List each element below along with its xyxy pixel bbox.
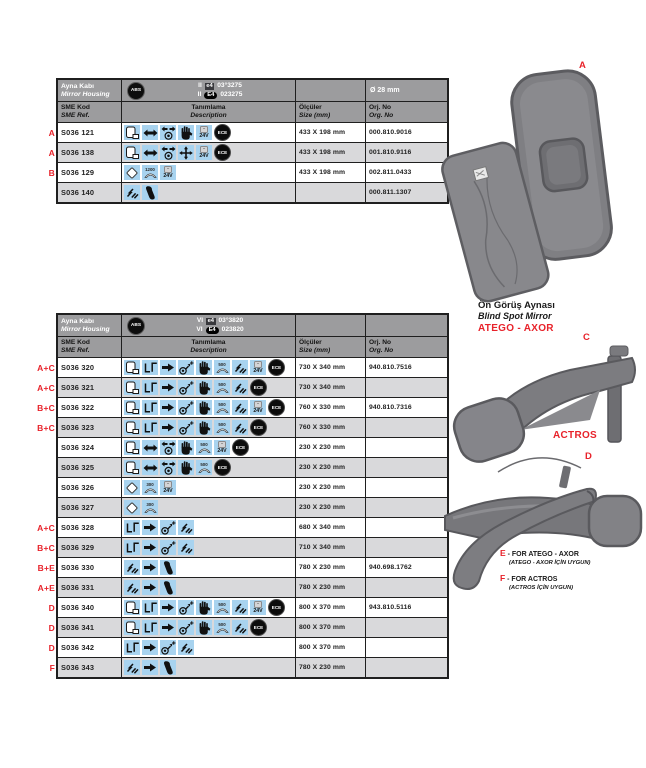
mirror-housing-icon [124, 400, 140, 415]
column-header: Tanımlama Description [122, 337, 296, 357]
sme-code: S036 327 [61, 503, 95, 512]
size-value: 760 X 330 mm [299, 404, 346, 411]
cover-icon [160, 660, 176, 675]
feature-icons [122, 358, 296, 377]
clamp-bracket-icon: 300 [142, 500, 158, 515]
heated-icon [232, 420, 248, 435]
sme-code: S036 341 [61, 623, 95, 632]
clamp-bracket-icon: 300 [142, 480, 158, 495]
two-way-adjust-icon [142, 125, 158, 140]
electric-adjust-icon [178, 420, 194, 435]
arm-bracket-icon [142, 600, 158, 615]
right-arrow-icon [142, 640, 158, 655]
electric-adjust-icon [178, 380, 194, 395]
sme-code: S036 328 [61, 523, 95, 532]
feature-icons [122, 618, 296, 637]
row-letter-label: A+E [37, 582, 55, 593]
manual-adjust-icon [196, 380, 212, 395]
clamp-bracket-icon: 500 [214, 600, 230, 615]
ece-badge-icon: ECE [268, 599, 285, 616]
approval-class: II [198, 82, 202, 89]
model-atego-axor: ATEGO - AXOR [478, 323, 554, 334]
clamp-bracket-icon: 500 [214, 360, 230, 375]
heated-icon [232, 400, 248, 415]
row-letter-label: A+C [37, 382, 55, 393]
approval-badge: E4 [206, 327, 219, 334]
heated-icon [124, 560, 140, 575]
table-title-tr: Ayna Kabı [61, 317, 94, 325]
sme-code: S036 343 [61, 663, 95, 672]
abs-badge-icon: ABS [127, 317, 145, 335]
table-row [48, 638, 447, 658]
table-header-row [58, 80, 447, 102]
table-row [48, 163, 447, 183]
manual-adjust-icon [196, 600, 212, 615]
heated-icon [178, 540, 194, 555]
arm-bracket-icon [142, 360, 158, 375]
manual-adjust-icon [178, 125, 194, 140]
row-letter-label: D [48, 642, 55, 653]
size-value: 780 X 230 mm [299, 584, 346, 591]
blind-spot-title-tr: Ön Görüş Aynası [478, 300, 555, 311]
row-letter-label: D [48, 622, 55, 633]
ece-badge-icon: ECE [250, 619, 267, 636]
row-letter-label: A+C [37, 522, 55, 533]
table-row [48, 143, 447, 163]
clamp-bracket-icon: 500 [214, 380, 230, 395]
electric-adjust-icon [160, 520, 176, 535]
size-value: 800 X 370 mm [299, 624, 346, 631]
size-value: 730 X 340 mm [299, 384, 346, 391]
two-way-adjust-icon [142, 145, 158, 160]
voltage-24v-icon: ~ 24V [250, 360, 266, 375]
label-d: D [585, 451, 592, 462]
approval-line [198, 82, 242, 90]
table-row [48, 598, 447, 618]
original-number: 943.810.5116 [369, 604, 412, 611]
diameter-label: Ø 28 mm [370, 87, 400, 94]
right-arrow-icon [142, 560, 158, 575]
row-letter-label: B [48, 167, 55, 178]
original-number: 000.810.9016 [369, 129, 412, 136]
electric-adjust-icon [160, 640, 176, 655]
feature-icons [122, 578, 296, 597]
feature-icons [122, 418, 296, 437]
mirror-housing-icon [124, 380, 140, 395]
original-number: 940.810.7316 [369, 404, 412, 411]
remote-adjust-icon [160, 145, 176, 160]
original-number: 002.811.0433 [369, 169, 412, 176]
mirror-glass-icon [124, 165, 140, 180]
sme-code: S036 342 [61, 643, 95, 652]
heated-icon [178, 520, 194, 535]
size-value: 800 X 370 mm [299, 604, 346, 611]
abs-badge-icon: ABS [127, 82, 145, 100]
clamp-bracket-icon: 1200 [142, 165, 158, 180]
original-number: 940.810.7516 [369, 364, 412, 371]
row-letter-label: B+E [37, 562, 55, 573]
label-c: C [583, 332, 590, 343]
note-f-sub: (ACTROS İÇİN UYGUN) [509, 585, 574, 591]
table-row [37, 358, 447, 378]
sme-code: S036 138 [61, 148, 95, 157]
manual-adjust-icon [196, 400, 212, 415]
sme-code: S036 331 [61, 583, 95, 592]
row-letter-label: A [48, 127, 55, 138]
feature-icons [122, 658, 296, 677]
heated-icon [232, 360, 248, 375]
clamp-bracket-icon: 500 [214, 420, 230, 435]
table-row [48, 618, 447, 638]
manual-adjust-icon [196, 420, 212, 435]
table-title [58, 315, 122, 336]
two-way-adjust-icon [142, 440, 158, 455]
mirror-housing-icon [124, 440, 140, 455]
sme-code: S036 323 [61, 423, 95, 432]
table-title-en: Mirror Housing [61, 325, 110, 333]
sme-code: S036 140 [61, 188, 95, 197]
row-letter-label: A [48, 147, 55, 158]
size-value: 230 X 230 mm [299, 484, 346, 491]
approval-number: 03°3820 [218, 317, 244, 324]
heated-icon [232, 600, 248, 615]
remote-adjust-icon [160, 125, 176, 140]
approval-class: II [197, 91, 202, 98]
approval-badge: E4 [204, 92, 217, 99]
note-e-text: - FOR ATEGO - AXOR [507, 551, 579, 558]
row-letter-label: F [49, 662, 55, 673]
approval-line [198, 91, 243, 99]
label-a: A [579, 60, 586, 71]
cover-icon [160, 560, 176, 575]
mirror-housing-icon [124, 620, 140, 635]
table-row [58, 478, 447, 498]
sme-code: S036 340 [61, 603, 95, 612]
feature-icons [122, 498, 296, 517]
table-row [37, 538, 447, 558]
approval-number: 023820 [221, 326, 244, 333]
model-actros: ACTROS [553, 430, 598, 441]
row-letter-label: B+C [37, 422, 55, 433]
arm-bracket-icon [142, 380, 158, 395]
feature-icons [122, 183, 296, 202]
approval-class: VI [196, 326, 203, 333]
original-number: 000.811.1307 [369, 189, 412, 196]
sme-code: S036 329 [61, 543, 95, 552]
right-arrow-icon [160, 380, 176, 395]
clamp-bracket-icon: 500 [196, 440, 212, 455]
approval-number: 023275 [220, 91, 243, 98]
mirror-housing-icon [124, 125, 140, 140]
feature-icons [122, 458, 296, 477]
voltage-24v-icon: ~ 24V [160, 165, 176, 180]
note-f [500, 574, 646, 592]
right-arrow-icon [142, 540, 158, 555]
row-letter-label: B+C [37, 402, 55, 413]
feature-icons [122, 123, 296, 142]
manual-adjust-icon [196, 360, 212, 375]
heated-icon [124, 660, 140, 675]
row-letter-label: A+C [37, 362, 55, 373]
size-value: 230 X 230 mm [299, 464, 346, 471]
feature-icons [122, 638, 296, 657]
clamp-bracket-icon: 500 [214, 400, 230, 415]
ece-badge-icon: ECE [268, 359, 285, 376]
table-row [58, 498, 447, 518]
right-arrow-icon [160, 420, 176, 435]
sme-code: S036 325 [61, 463, 95, 472]
sme-code: S036 324 [61, 443, 95, 452]
note-e [500, 549, 646, 567]
voltage-24v-icon: ~ 24V [196, 145, 212, 160]
approval-numbers [145, 82, 295, 99]
mirror-housing-icon [124, 360, 140, 375]
feature-icons [122, 378, 296, 397]
original-number: 940.698.1762 [369, 564, 412, 571]
arm-bracket-icon [142, 620, 158, 635]
sme-code: S036 322 [61, 403, 95, 412]
four-way-adjust-icon [178, 145, 194, 160]
note-e-sub: (ATEGO - AXOR İÇİN UYGUN) [509, 560, 591, 566]
mirror-glass-icon [124, 480, 140, 495]
right-arrow-icon [142, 660, 158, 675]
original-number: 001.810.9116 [369, 149, 412, 156]
table-row [37, 398, 447, 418]
size-value: 730 X 340 mm [299, 364, 346, 371]
voltage-24v-icon: ~ 24V [214, 440, 230, 455]
electric-adjust-icon [178, 360, 194, 375]
heated-icon [178, 640, 194, 655]
approval-line [196, 326, 243, 334]
approval-numbers [145, 317, 295, 334]
table-row [49, 658, 447, 677]
sme-code: S036 321 [61, 383, 95, 392]
sme-code: S036 326 [61, 483, 95, 492]
table-title-tr: Ayna Kabı [61, 82, 94, 90]
table-row [37, 418, 447, 438]
column-header: Ölçüler Size (mm) [296, 102, 366, 122]
voltage-24v-icon: ~ 24V [196, 125, 212, 140]
arm-bracket-icon [124, 540, 140, 555]
feature-icons [122, 518, 296, 537]
manual-adjust-icon [178, 440, 194, 455]
feature-icons [122, 143, 296, 162]
approval-line [197, 317, 243, 325]
size-value: 680 X 340 mm [299, 524, 346, 531]
table-subheader-row [58, 337, 447, 358]
table-row [58, 183, 447, 202]
approval-badge: e4 [207, 317, 215, 324]
table-row [37, 558, 447, 578]
sme-code: S036 121 [61, 128, 95, 137]
table-row [37, 578, 447, 598]
manual-adjust-icon [196, 620, 212, 635]
arm-bracket-icon [124, 520, 140, 535]
table-row [58, 458, 447, 478]
electric-adjust-icon [178, 620, 194, 635]
note-f-letter: F [500, 573, 506, 583]
blind-spot-title-en: Blind Spot Mirror [478, 311, 552, 321]
heated-icon [232, 620, 248, 635]
cover-icon [142, 185, 158, 200]
size-value: 800 X 370 mm [299, 644, 346, 651]
heated-icon [124, 580, 140, 595]
table-row [48, 123, 447, 143]
column-header: Orj. No Org. No [369, 339, 394, 354]
note-e-letter: E [500, 548, 506, 558]
table-row [37, 378, 447, 398]
right-arrow-icon [142, 520, 158, 535]
size-value: 780 X 230 mm [299, 564, 346, 571]
arm-bracket-icon [142, 420, 158, 435]
mirror-housing-icon [124, 460, 140, 475]
size-value: 780 X 230 mm [299, 664, 346, 671]
feature-icons [122, 558, 296, 577]
approval-badge: e4 [206, 82, 213, 89]
approval-class: VI [196, 317, 204, 324]
remote-adjust-icon [160, 440, 176, 455]
mirror-housing-table-ii [48, 78, 449, 204]
voltage-24v-icon: ~ 24V [250, 600, 266, 615]
voltage-24v-icon: ~ 24V [250, 400, 266, 415]
size-value: 230 X 230 mm [299, 444, 346, 451]
table-title [58, 80, 122, 101]
clamp-bracket-icon: 500 [196, 460, 212, 475]
right-arrow-icon [160, 400, 176, 415]
table-title-en: Mirror Housing [61, 90, 110, 98]
feature-icons [122, 438, 296, 457]
table-subheader-row [58, 102, 447, 123]
ece-badge-icon: ECE [232, 439, 249, 456]
ece-badge-icon: ECE [250, 419, 267, 436]
size-value: 433 X 198 mm [299, 149, 346, 156]
ece-badge-icon: ECE [250, 379, 267, 396]
ece-badge-icon: ECE [214, 144, 231, 161]
feature-icons [122, 598, 296, 617]
size-value: 710 X 340 mm [299, 544, 346, 551]
size-value: 230 X 230 mm [299, 504, 346, 511]
manual-adjust-icon [178, 460, 194, 475]
sme-code: S036 129 [61, 168, 95, 177]
cover-icon [160, 580, 176, 595]
column-header: Ölçüler Size (mm) [296, 337, 366, 357]
sme-code: S036 330 [61, 563, 95, 572]
ece-badge-icon: ECE [268, 399, 285, 416]
size-value: 433 X 198 mm [299, 129, 346, 136]
feature-icons [122, 398, 296, 417]
mirror-housing-icon [124, 420, 140, 435]
feature-icons [122, 478, 296, 497]
voltage-24v-icon: ~ 24V [160, 480, 176, 495]
arm-bracket-icon [142, 400, 158, 415]
heated-icon [232, 380, 248, 395]
table-row [37, 518, 447, 538]
ece-badge-icon: ECE [214, 459, 231, 476]
feature-icons [122, 538, 296, 557]
approval-number: 03°3275 [217, 82, 242, 89]
remote-adjust-icon [160, 460, 176, 475]
electric-adjust-icon [178, 400, 194, 415]
two-way-adjust-icon [142, 460, 158, 475]
feature-icons [122, 163, 296, 182]
column-header: SME Kod SME Ref. [58, 337, 122, 357]
right-arrow-icon [160, 600, 176, 615]
row-letter-label: B+C [37, 542, 55, 553]
column-header: Tanımlama Description [122, 102, 296, 122]
note-f-text: - FOR ACTROS [507, 576, 558, 583]
right-arrow-icon [142, 580, 158, 595]
right-arrow-icon [160, 620, 176, 635]
heated-icon [124, 185, 140, 200]
size-value: 433 X 198 mm [299, 169, 346, 176]
mirror-housing-icon [124, 600, 140, 615]
electric-adjust-icon [178, 600, 194, 615]
row-letter-label: D [48, 602, 55, 613]
right-arrow-icon [160, 360, 176, 375]
table-row [58, 438, 447, 458]
mirror-housing-table-vi [37, 313, 449, 679]
size-value: 760 X 330 mm [299, 424, 346, 431]
mirror-housing-icon [124, 145, 140, 160]
ece-badge-icon: ECE [214, 124, 231, 141]
column-header: Orj. No Org. No [369, 104, 394, 119]
sme-code: S036 320 [61, 363, 95, 372]
mirror-glass-icon [124, 500, 140, 515]
electric-adjust-icon [160, 540, 176, 555]
arm-bracket-icon [124, 640, 140, 655]
column-header: SME Kod SME Ref. [58, 102, 122, 122]
table-header-row [58, 315, 447, 337]
clamp-bracket-icon: 500 [214, 620, 230, 635]
